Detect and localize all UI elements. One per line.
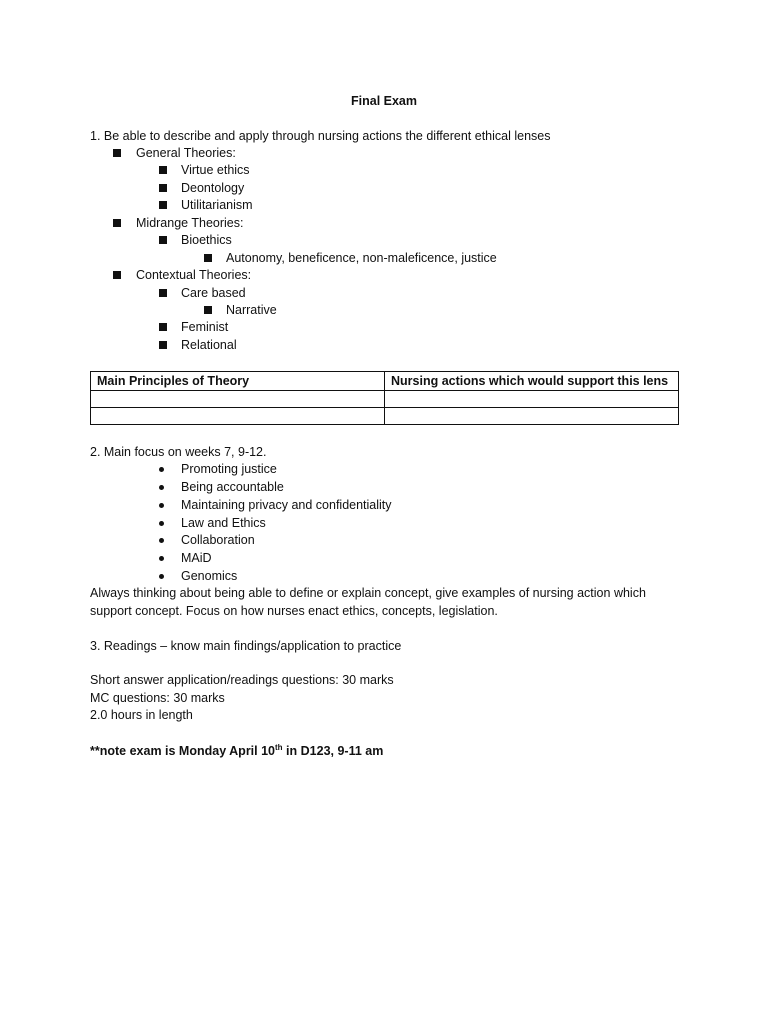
note-prefix: **note exam is Monday April 10 [90, 744, 276, 758]
square-bullet-icon [204, 306, 212, 314]
list-item: Relational [159, 337, 459, 354]
exam-date-note [90, 743, 383, 760]
square-bullet-icon [159, 166, 167, 174]
list-item: Promoting justice [159, 461, 459, 478]
round-bullet-icon [159, 503, 164, 508]
square-bullet-icon [159, 289, 167, 297]
table-cell [91, 408, 385, 425]
square-bullet-icon [159, 184, 167, 192]
round-bullet-icon [159, 521, 164, 526]
list-item-general-theories: General Theories: [113, 145, 413, 162]
paragraph-line: support concept. Focus on how nurses enact ethics, concepts, legislation. [90, 604, 498, 618]
list-item: Autonomy, beneficence, non-maleficence, justice [204, 250, 604, 267]
table-cell [385, 408, 679, 425]
list-item: Collaboration [159, 532, 459, 549]
list-item: Maintaining privacy and confidentiality [159, 497, 459, 514]
page-title: Final Exam [351, 94, 417, 108]
square-bullet-icon [159, 323, 167, 331]
square-bullet-icon [159, 201, 167, 209]
square-bullet-icon [204, 254, 212, 262]
square-bullet-icon [113, 271, 121, 279]
table-row [91, 408, 679, 425]
section2-heading: 2. Main focus on weeks 7, 9-12. [90, 445, 267, 459]
square-bullet-icon [159, 236, 167, 244]
square-bullet-icon [159, 341, 167, 349]
note-superscript: th [275, 742, 283, 752]
round-bullet-icon [159, 538, 164, 543]
marks-short-answer: Short answer application/readings questions: 30 marks [90, 673, 394, 687]
list-item: Bioethics [159, 232, 459, 249]
table-cell [91, 391, 385, 408]
paragraph-line: Always thinking about being able to define or explain concept, give examples of nursing action which [90, 586, 646, 600]
note-suffix: in D123, 9-11 am [282, 744, 384, 758]
list-item: Narrative [204, 302, 504, 319]
list-item: Law and Ethics [159, 515, 459, 532]
round-bullet-icon [159, 467, 164, 472]
list-item: Deontology [159, 180, 459, 197]
section3-heading: 3. Readings – know main findings/application to practice [90, 639, 402, 653]
round-bullet-icon [159, 556, 164, 561]
table-header-row [91, 372, 679, 391]
list-item: Virtue ethics [159, 162, 459, 179]
theory-table [90, 371, 679, 425]
list-item-midrange-theories: Midrange Theories: [113, 215, 413, 232]
square-bullet-icon [113, 149, 121, 157]
exam-length: 2.0 hours in length [90, 708, 193, 722]
table-row [91, 391, 679, 408]
list-item: Care based [159, 285, 459, 302]
column-header: Nursing actions which would support this lens [385, 372, 679, 391]
square-bullet-icon [113, 219, 121, 227]
list-item: Feminist [159, 319, 459, 336]
section1-heading: 1. Be able to describe and apply through nursing actions the different ethical lenses [90, 129, 551, 143]
list-item-contextual-theories: Contextual Theories: [113, 267, 413, 284]
round-bullet-icon [159, 574, 164, 579]
list-item: Utilitarianism [159, 197, 459, 214]
column-header: Main Principles of Theory [91, 372, 385, 391]
list-item: MAiD [159, 550, 459, 567]
marks-mc: MC questions: 30 marks [90, 691, 225, 705]
table-cell [385, 391, 679, 408]
list-item: Genomics [159, 568, 459, 585]
round-bullet-icon [159, 485, 164, 490]
list-item: Being accountable [159, 479, 459, 496]
